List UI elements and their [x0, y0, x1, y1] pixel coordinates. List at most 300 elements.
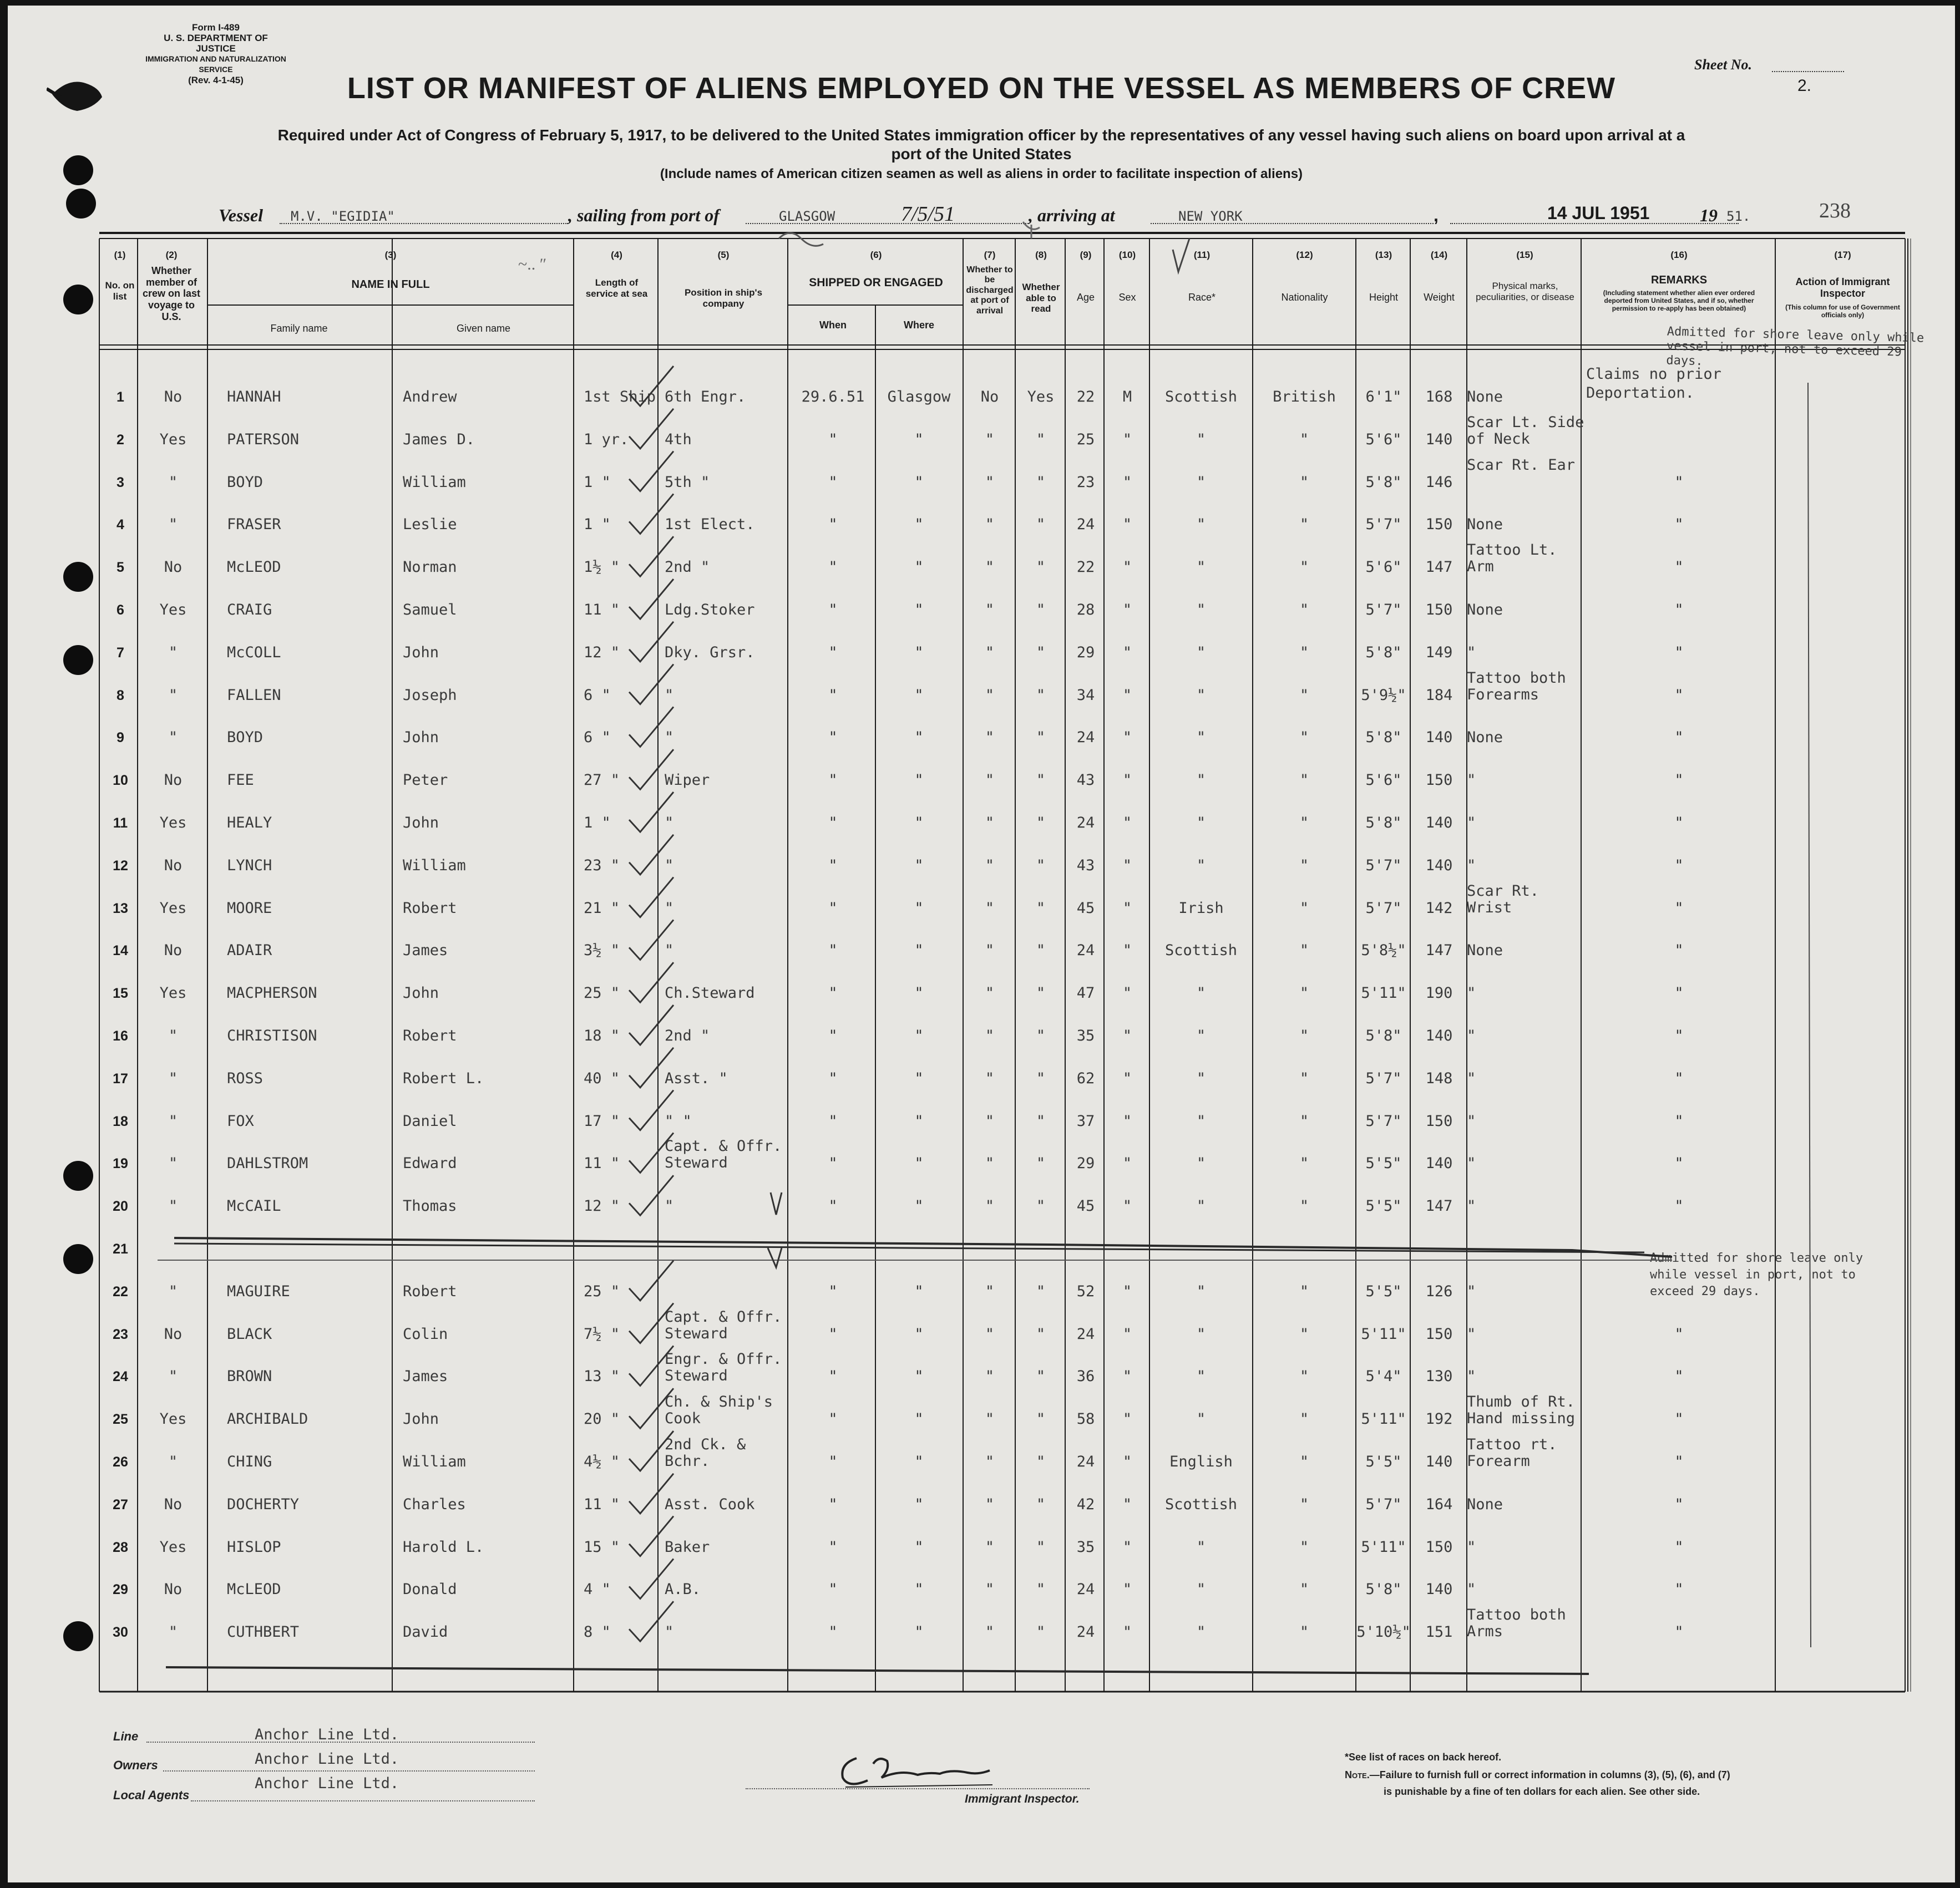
form-number: Form I-489 — [192, 22, 240, 33]
cell-discharged: " — [985, 559, 995, 576]
cell-read: Yes — [1027, 388, 1055, 405]
cell-marks: None — [1467, 1495, 1503, 1513]
cell-where: " — [914, 516, 924, 534]
cell-height: 5'7" — [1365, 899, 1402, 917]
cell-sex: " — [1122, 856, 1132, 874]
cell-where: " — [914, 729, 924, 747]
cell-discharged: " — [985, 942, 995, 960]
cell-read: " — [1036, 814, 1046, 831]
col8-label: Whether able to read — [1022, 282, 1060, 314]
col3-family: Family name — [270, 323, 328, 334]
cell-age: 24 — [1076, 1623, 1095, 1641]
cell-position: Ldg.Stoker — [665, 601, 755, 618]
cell-family: McCAIL — [227, 1197, 281, 1215]
cell-nationality: " — [1299, 942, 1309, 960]
cell-race: " — [1196, 984, 1206, 1002]
note-block — [1345, 1769, 1730, 1781]
cell-height: 5'6" — [1365, 772, 1402, 789]
col4-label: Length of service at sea — [585, 277, 648, 299]
cell-family: McCOLL — [227, 643, 281, 661]
col7-num: (7) — [984, 250, 996, 260]
cell-family: MOORE — [227, 899, 272, 917]
cell-age: 47 — [1076, 984, 1095, 1002]
cell-when: " — [828, 1027, 838, 1044]
cell-weight: 150 — [1425, 601, 1453, 618]
cell-where: " — [914, 643, 924, 661]
cell-nationality: " — [1299, 899, 1309, 917]
cell-remarks: " — [1674, 984, 1684, 1002]
note-races: *See list of races on back hereof. — [1345, 1752, 1502, 1763]
cell-marks: Tattoo Lt. Arm — [1467, 541, 1557, 576]
cell-marks: " — [1467, 984, 1476, 1002]
cell-n: 22 — [113, 1283, 128, 1300]
cell-read: " — [1036, 1027, 1046, 1044]
cell-given: Robert — [403, 899, 457, 917]
cell-weight: 190 — [1425, 984, 1453, 1002]
cell-n: 20 — [113, 1199, 128, 1215]
cell-when: " — [828, 1410, 838, 1428]
cell-n: 5 — [117, 560, 124, 576]
cell-where: " — [914, 1453, 924, 1470]
cell-n: 25 — [113, 1412, 128, 1428]
cell-where: " — [914, 1368, 924, 1385]
cell-last: Yes — [159, 1410, 187, 1428]
cell-height: 5'8" — [1365, 643, 1402, 661]
cell-nationality: " — [1299, 856, 1309, 874]
cell-read: " — [1036, 942, 1046, 960]
cell-given: John — [403, 1410, 439, 1428]
cell-when: " — [828, 1453, 838, 1470]
cell-n: 6 — [117, 602, 124, 618]
cell-sex: " — [1122, 1069, 1132, 1087]
col4-num: (4) — [611, 250, 622, 260]
owners-label: Owners — [113, 1758, 158, 1772]
cell-when: " — [828, 686, 838, 704]
remarks-note-top: Admitted for shore leave only while vessel in port, not to exceed 29 days. — [1666, 324, 1924, 369]
cell-service: 4½ " — [584, 1453, 620, 1470]
cell-marks: " — [1467, 1155, 1476, 1173]
cell-service: 4 " — [584, 1581, 611, 1598]
cell-remarks: " — [1674, 1197, 1684, 1215]
col7-label: Whether to be discharged at port of arrival — [966, 265, 1014, 316]
cell-where: " — [914, 1027, 924, 1044]
cell-service: 11 " — [584, 1495, 620, 1513]
cell-family: HEALY — [227, 814, 272, 831]
cell-n: 7 — [117, 644, 124, 661]
cell-height: 5'8" — [1365, 473, 1402, 491]
cell-age: 24 — [1076, 1325, 1095, 1343]
cell-read: " — [1036, 1197, 1046, 1215]
cell-family: BLACK — [227, 1325, 272, 1343]
cell-service: 20 " — [584, 1410, 620, 1428]
cell-family: CHING — [227, 1453, 272, 1470]
col16-num: (16) — [1670, 250, 1688, 260]
agents-value: Anchor Line Ltd. — [255, 1775, 399, 1792]
cell-weight: 184 — [1425, 686, 1453, 704]
cell-nationality: " — [1299, 729, 1309, 747]
cell-n: 29 — [113, 1582, 128, 1598]
cell-discharged: " — [985, 1623, 995, 1641]
cell-marks: Scar Rt. Wrist — [1467, 882, 1539, 916]
cell-when: " — [828, 1538, 838, 1556]
cell-service: 11 " — [584, 601, 620, 618]
cell-discharged: " — [985, 899, 995, 917]
cell-last: " — [168, 1453, 178, 1470]
cell-discharged: " — [985, 643, 995, 661]
cell-weight: 140 — [1425, 1155, 1453, 1173]
cell-nationality: " — [1299, 1581, 1309, 1598]
cell-age: 22 — [1076, 559, 1095, 576]
cell-given: Edward — [403, 1155, 457, 1173]
cell-read: " — [1036, 1282, 1046, 1300]
cell-sex: " — [1122, 1112, 1132, 1130]
cell-position: Dky. Grsr. — [665, 643, 755, 661]
cell-position: 1st Elect. — [665, 516, 755, 534]
revision: (Rev. 4-1-45) — [188, 75, 244, 85]
cell-given: William — [403, 856, 466, 874]
cell-discharged: " — [985, 430, 995, 448]
col6-where: Where — [903, 319, 934, 331]
cell-service: 25 " — [584, 984, 620, 1002]
vessel-name: M.V. "EGIDIA" — [291, 209, 395, 224]
cell-when: " — [828, 856, 838, 874]
cell-service: 21 " — [584, 899, 620, 917]
cell-read: " — [1036, 1112, 1046, 1130]
cell-weight: 164 — [1425, 1495, 1453, 1513]
cell-remarks: " — [1674, 1453, 1684, 1470]
cell-position: Baker — [665, 1538, 710, 1556]
cell-sex: " — [1122, 1538, 1132, 1556]
cell-marks: " — [1467, 772, 1476, 789]
cell-nationality: " — [1299, 1538, 1309, 1556]
cell-family: CRAIG — [227, 601, 272, 618]
cell-n: 14 — [113, 943, 128, 959]
cell-race: " — [1196, 772, 1206, 789]
cell-remarks: " — [1674, 1155, 1684, 1173]
cell-marks: " — [1467, 1069, 1476, 1087]
cell-n: 17 — [113, 1070, 128, 1087]
cell-last: " — [168, 1069, 178, 1087]
cell-race: Scottish — [1164, 1495, 1238, 1513]
cell-discharged: " — [985, 1325, 995, 1343]
cell-sex: " — [1122, 899, 1132, 917]
cell-marks: " — [1467, 1027, 1476, 1044]
cell-height: 5'7" — [1365, 601, 1402, 618]
cell-age: 29 — [1076, 1155, 1095, 1173]
cell-n: 21 — [113, 1241, 128, 1257]
note-line-2: is punishable by a fine of ten dollars for each alien. See other side. — [1384, 1786, 1700, 1797]
cell-age: 28 — [1076, 601, 1095, 618]
cell-given: Andrew — [403, 388, 457, 405]
remarks-note-row21: Admitted for shore leave only while vessel in port, not to exceed 29 days. — [1650, 1251, 1863, 1298]
cell-height: 5'11" — [1361, 1538, 1406, 1556]
department: U. S. DEPARTMENT OF JUSTICE — [164, 33, 268, 54]
cell-position: Asst. Cook — [665, 1495, 755, 1513]
cell-weight: 142 — [1425, 899, 1453, 917]
cell-age: 25 — [1076, 430, 1095, 448]
cell-remarks: " — [1674, 1623, 1684, 1641]
cell-age: 24 — [1076, 516, 1095, 534]
owners-value: Anchor Line Ltd. — [255, 1750, 399, 1768]
cell-read: " — [1036, 1495, 1046, 1513]
cell-discharged: " — [985, 1581, 995, 1598]
cell-remarks: " — [1674, 1538, 1684, 1556]
cell-sex: " — [1122, 1197, 1132, 1215]
cell-age: 23 — [1076, 473, 1095, 491]
cell-family: MAGUIRE — [227, 1282, 290, 1300]
cell-race: " — [1196, 1027, 1206, 1044]
cell-nationality: " — [1299, 1623, 1309, 1641]
cell-sex: " — [1122, 473, 1132, 491]
col6-num: (6) — [870, 250, 882, 260]
cell-discharged: " — [985, 1112, 995, 1130]
cell-last: " — [168, 516, 178, 534]
cell-last: No — [164, 1325, 183, 1343]
cell-position: Asst. " — [665, 1069, 728, 1087]
cell-sex: " — [1122, 1623, 1132, 1641]
cell-family: BOYD — [227, 729, 264, 747]
cell-where: " — [914, 559, 924, 576]
cell-family: HISLOP — [227, 1538, 281, 1556]
cell-age: 24 — [1076, 1453, 1095, 1470]
cell-age: 24 — [1076, 1581, 1095, 1598]
cell-given: Thomas — [403, 1197, 457, 1215]
cell-race: Scottish — [1164, 942, 1238, 960]
cell-height: 5'8½" — [1361, 942, 1406, 960]
cell-read: " — [1036, 1623, 1046, 1641]
cell-given: James D. — [403, 430, 475, 448]
cell-read: " — [1036, 643, 1046, 661]
cell-marks: " — [1467, 1581, 1476, 1598]
service-name: IMMIGRATION AND NATURALIZATION SERVICE — [145, 54, 286, 74]
cell-race: Irish — [1178, 899, 1224, 917]
cell-position: 2nd " — [665, 1027, 710, 1044]
agents-label: Local Agents — [113, 1788, 190, 1802]
cell-weight: 126 — [1425, 1282, 1453, 1300]
cell-sex: " — [1122, 643, 1132, 661]
cell-remarks: " — [1674, 899, 1684, 917]
cell-remarks: " — [1674, 1495, 1684, 1513]
cell-age: 45 — [1076, 899, 1095, 917]
cell-position: " — [665, 814, 674, 831]
cell-discharged: " — [985, 729, 995, 747]
cell-when: " — [828, 1155, 838, 1173]
cell-discharged: " — [985, 984, 995, 1002]
cell-weight: 150 — [1425, 1538, 1453, 1556]
cell-service: 6 " — [584, 729, 611, 747]
sailing-label: , sailing from port of — [568, 205, 720, 225]
cell-given: Peter — [403, 772, 448, 789]
cell-weight: 140 — [1425, 729, 1453, 747]
cell-n: 26 — [113, 1454, 128, 1470]
port-from: GLASGOW — [779, 209, 835, 224]
cell-n: 13 — [113, 900, 128, 916]
cell-where: " — [914, 1282, 924, 1300]
cell-remarks: " — [1674, 559, 1684, 576]
col11-label: Race* — [1188, 292, 1216, 303]
cell-n: 24 — [113, 1369, 128, 1385]
cell-when: " — [828, 1112, 838, 1130]
cell-service: 12 " — [584, 1197, 620, 1215]
cell-discharged: " — [985, 814, 995, 831]
cell-weight: 147 — [1425, 942, 1453, 960]
cell-nationality: " — [1299, 430, 1309, 448]
cell-race: Scottish — [1164, 388, 1238, 405]
cell-n: 8 — [117, 687, 124, 703]
cell-weight: 150 — [1425, 516, 1453, 534]
cell-race: English — [1169, 1453, 1233, 1470]
cell-remarks: " — [1674, 772, 1684, 789]
cell-when: " — [828, 1495, 838, 1513]
stamp-number: 238 — [1819, 199, 1851, 222]
cell-nationality: " — [1299, 686, 1309, 704]
cell-sex: " — [1122, 516, 1132, 534]
cell-weight: 140 — [1425, 1027, 1453, 1044]
cell-height: 5'6" — [1365, 559, 1402, 576]
cell-last: No — [164, 942, 183, 960]
cell-age: 24 — [1076, 942, 1095, 960]
cell-n: 10 — [113, 773, 128, 789]
cell-given: William — [403, 1453, 466, 1470]
cell-last: Yes — [159, 984, 187, 1002]
cell-sex: " — [1122, 1581, 1132, 1598]
cell-age: 62 — [1076, 1069, 1095, 1087]
cell-nationality: " — [1299, 814, 1309, 831]
cell-sex: " — [1122, 1368, 1132, 1385]
cell-where: " — [914, 1538, 924, 1556]
cell-position: Capt. & Offr. Steward — [665, 1308, 782, 1342]
cell-nationality: " — [1299, 1112, 1309, 1130]
cell-given: John — [403, 643, 439, 661]
cell-discharged: " — [985, 1155, 995, 1173]
cell-nationality: " — [1299, 772, 1309, 789]
cell-marks: None — [1467, 388, 1503, 405]
cell-service: 12 " — [584, 643, 620, 661]
col15-label: Physical marks, peculiarities, or disease — [1476, 281, 1574, 302]
cell-remarks: " — [1674, 1112, 1684, 1130]
cell-position: Ch.Steward — [665, 984, 755, 1002]
sheet-number: 2. — [1797, 77, 1812, 95]
cell-weight: 147 — [1425, 559, 1453, 576]
cell-marks: " — [1467, 1112, 1476, 1130]
cell-sex: " — [1122, 814, 1132, 831]
cell-last: " — [168, 1112, 178, 1130]
cell-family: PATERSON — [227, 430, 300, 448]
cell-remarks: " — [1674, 643, 1684, 661]
cell-sex: " — [1122, 686, 1132, 704]
cell-when: " — [828, 899, 838, 917]
cell-family: CUTHBERT — [227, 1623, 300, 1641]
cell-age: 24 — [1076, 729, 1095, 747]
cell-n: 4 — [117, 517, 124, 533]
cell-weight: 151 — [1425, 1623, 1453, 1641]
cell-race: " — [1196, 1069, 1206, 1087]
cell-family: BROWN — [227, 1368, 272, 1385]
cell-n: 1 — [117, 389, 124, 405]
cell-where: " — [914, 899, 924, 917]
cell-when: " — [828, 1197, 838, 1215]
cell-where: " — [914, 942, 924, 960]
col15-num: (15) — [1516, 250, 1533, 260]
cell-remarks: " — [1674, 814, 1684, 831]
cell-race: " — [1196, 1538, 1206, 1556]
cell-n: 23 — [113, 1326, 128, 1342]
col13-num: (13) — [1375, 250, 1392, 260]
cell-sex: " — [1122, 729, 1132, 747]
col16-sub: (Including statement whether alien ever ordered deported from United States, and if so, whether permission to re-apply has been obtained) — [1603, 289, 1755, 312]
cell-age: 22 — [1076, 388, 1095, 405]
cell-weight: 140 — [1425, 814, 1453, 831]
cell-n: 12 — [113, 857, 128, 874]
cell-family: DAHLSTROM — [227, 1155, 308, 1173]
cell-when: " — [828, 729, 838, 747]
sheet-label: Sheet No. — [1694, 57, 1752, 73]
cell-where: " — [914, 1325, 924, 1343]
cell-n: 27 — [113, 1496, 128, 1513]
col2-label: Whether member of crew on last voyage to U.S. — [142, 265, 201, 322]
cell-height: 5'5" — [1365, 1453, 1402, 1470]
cell-marks: None — [1467, 601, 1503, 618]
cell-weight: 150 — [1425, 1112, 1453, 1130]
cell-service: 6 " — [584, 686, 611, 704]
cell-service: 1st Ship — [584, 388, 656, 405]
cell-family: ROSS — [227, 1069, 264, 1087]
cell-n: 2 — [117, 432, 124, 448]
agents-underline — [191, 1800, 535, 1801]
col8-num: (8) — [1035, 250, 1047, 260]
cell-marks: None — [1467, 942, 1503, 960]
cell-nationality: " — [1299, 1325, 1309, 1343]
note-title: Note. — [1345, 1769, 1370, 1780]
cell-race: " — [1196, 1112, 1206, 1130]
cell-given: Leslie — [403, 516, 457, 534]
cell-read: " — [1036, 1581, 1046, 1598]
cell-family: ADAIR — [227, 942, 272, 960]
cell-nationality: " — [1299, 1027, 1309, 1044]
cell-service: 13 " — [584, 1368, 620, 1385]
cell-given: Samuel — [403, 601, 457, 618]
cell-discharged: " — [985, 473, 995, 491]
col1-num: (1) — [114, 250, 126, 260]
cell-marks: " — [1467, 856, 1476, 874]
cell-weight: 147 — [1425, 1197, 1453, 1215]
comma: , — [1434, 205, 1439, 225]
cell-remarks: " — [1674, 1325, 1684, 1343]
cell-given: John — [403, 984, 439, 1002]
inspector-line — [746, 1788, 1090, 1789]
cell-n: 11 — [113, 815, 128, 831]
cell-discharged: No — [980, 388, 999, 405]
cell-height: 5'9½" — [1361, 686, 1406, 704]
cell-age: 58 — [1076, 1410, 1095, 1428]
cell-remarks: " — [1674, 686, 1684, 704]
cell-read: " — [1036, 1325, 1046, 1343]
cell-where: " — [914, 1197, 924, 1215]
arriving-label: , arriving at — [1029, 205, 1115, 225]
cell-remarks: " — [1674, 856, 1684, 874]
cell-discharged: " — [985, 516, 995, 534]
cell-weight: 130 — [1425, 1368, 1453, 1385]
pencil-mark: ~.. ″ — [518, 255, 547, 273]
cell-sex: " — [1122, 984, 1132, 1002]
cell-given: Daniel — [403, 1112, 457, 1130]
cell-nationality: " — [1299, 601, 1309, 618]
cell-race: " — [1196, 516, 1206, 534]
cell-marks: Thumb of Rt. Hand missing — [1467, 1393, 1576, 1428]
cell-weight: 192 — [1425, 1410, 1453, 1428]
cell-where: " — [914, 473, 924, 491]
cell-where: Glasgow — [887, 388, 951, 405]
